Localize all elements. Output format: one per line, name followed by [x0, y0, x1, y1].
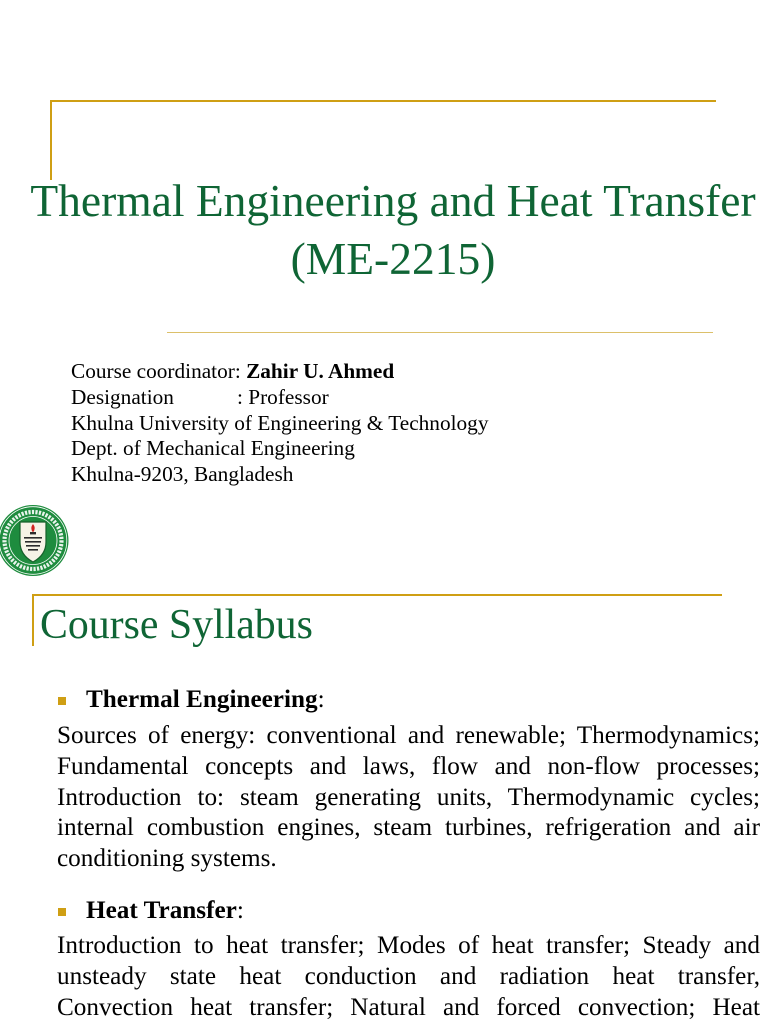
coordinator-info — [71, 359, 488, 488]
section-title-text: Thermal Engineering — [86, 686, 318, 713]
section-body-thermal-engineering — [57, 721, 760, 875]
coordinator-label: Course coordinator: — [71, 359, 241, 383]
section-title-heat-transfer — [86, 895, 244, 926]
course-title — [18, 172, 768, 288]
title-divider-rule — [167, 332, 713, 333]
section-title-thermal-engineering — [86, 684, 325, 715]
body-line: Introduction to heat transfer; Modes of heat transfer; Steady and — [57, 932, 760, 959]
square-bullet-icon — [58, 697, 66, 705]
seal-text-mark — [25, 541, 41, 543]
coordinator-line — [71, 359, 488, 385]
body-line: unsteady state heat conduction and radiation heat transfer, — [57, 962, 760, 990]
body-line: Sources of energy: conventional and renewable; Thermodynamics; — [57, 722, 760, 749]
section-body-heat-transfer — [57, 931, 760, 1023]
course-code: (ME-2215) — [290, 233, 496, 284]
department-name: Dept. of Mechanical Engineering — [71, 436, 355, 461]
syllabus-top-rule — [32, 594, 722, 596]
university-name: Khulna University of Engineering & Technology — [71, 410, 489, 435]
title-left-rule — [50, 100, 52, 180]
body-line: Introduction to: steam generating units, Thermodynamic cycles; — [57, 783, 760, 811]
designation-line — [71, 385, 488, 411]
designation-label: Designation — [71, 384, 174, 409]
address: Khulna-9203, Bangladesh — [71, 462, 294, 486]
body-line: conditioning systems. — [57, 845, 277, 872]
designation-value: : Professor — [237, 384, 329, 409]
seal-text-mark — [24, 537, 42, 539]
title-top-rule — [50, 100, 716, 102]
body-line: Convection heat transfer; Natural and forced convection; Heat — [57, 993, 760, 1021]
syllabus-slide — [0, 588, 768, 1024]
section-title-suffix: : — [317, 686, 325, 713]
university-seal-logo — [0, 501, 70, 579]
section-title-text: Heat Transfer — [86, 897, 237, 924]
body-line: internal combustion engines, steam turbines, refrigeration and air — [57, 814, 760, 842]
seal-text-mark — [26, 545, 40, 547]
seal-text-mark — [28, 549, 38, 551]
square-bullet-icon — [58, 908, 66, 916]
body-line: Fundamental concepts and laws, flow and non-flow processes; — [57, 752, 760, 780]
syllabus-heading: Course Syllabus — [40, 602, 313, 648]
coordinator-name: Zahir U. Ahmed — [246, 359, 395, 383]
seal-lamp-base — [30, 532, 36, 534]
syllabus-left-rule — [32, 594, 34, 646]
section-title-suffix: : — [236, 897, 244, 924]
course-title-line-1: Thermal Engineering and Heat Transfer — [30, 175, 756, 226]
